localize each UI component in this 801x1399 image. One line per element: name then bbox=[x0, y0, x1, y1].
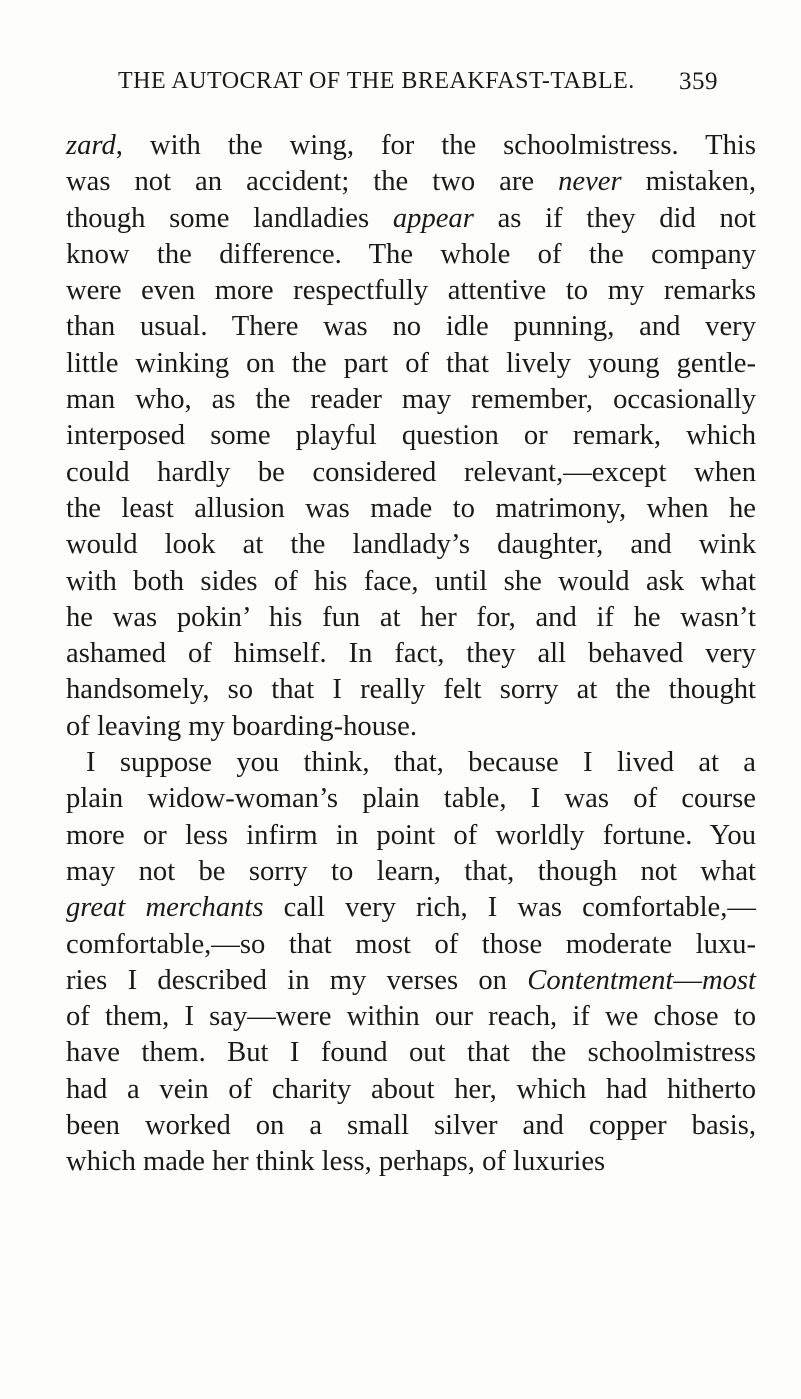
text-line: great merchants call very rich, I was comfortable,— bbox=[66, 892, 756, 924]
text-line: with both sides of his face, until she would ask what bbox=[66, 565, 756, 597]
text-line: of leaving my boarding-house. bbox=[66, 710, 417, 742]
text-line: which made her think less, perhaps, of luxuries bbox=[66, 1146, 606, 1178]
text-line: interposed some playful question or remark, which bbox=[66, 420, 756, 452]
text-line: man who, as the reader may remember, occasionally bbox=[66, 384, 756, 416]
text-line: could hardly be considered relevant,—except when bbox=[66, 456, 756, 488]
text-line: was not an accident; the two are never mistaken, bbox=[66, 166, 757, 198]
text-line: had a vein of charity about her, which had hitherto bbox=[66, 1073, 756, 1105]
text-line: little winking on the part of that lively young gentle- bbox=[66, 347, 756, 379]
page-number: 359 bbox=[679, 68, 718, 95]
text-line: handsomely, so that I really felt sorry at the thought bbox=[66, 674, 756, 706]
text-line: know the difference. The whole of the company bbox=[66, 238, 756, 270]
text-line: of them, I say—were within our reach, if we chose to bbox=[66, 1001, 756, 1033]
text-line: ashamed of himself. In fact, they all behaved very bbox=[66, 638, 756, 670]
text-line: more or less infirm in point of worldly fortune. You bbox=[66, 819, 756, 851]
body-text bbox=[66, 128, 756, 1181]
text-line: plain widow-woman’s plain table, I was of course bbox=[66, 783, 756, 815]
text-line: he was pokin’ his fun at her for, and if he wasn’t bbox=[66, 601, 756, 633]
text-line: though some landladies appear as if they did not bbox=[66, 202, 756, 234]
text-line: the least allusion was made to matrimony, when he bbox=[66, 492, 756, 524]
text-line: zard, with the wing, for the schoolmistress. This bbox=[66, 130, 756, 161]
text-line: have them. But I found out that the schoolmistress bbox=[66, 1037, 756, 1069]
text-line: comfortable,—so that most of those moderate luxu- bbox=[66, 928, 756, 960]
text-line: may not be sorry to learn, that, though not what bbox=[66, 855, 756, 887]
running-header bbox=[118, 68, 718, 95]
text-line: been worked on a small silver and copper basis, bbox=[66, 1110, 756, 1142]
text-line: ries I described in my verses on Contentment—most bbox=[66, 964, 756, 996]
text-line: were even more respectfully attentive to my remarks bbox=[66, 275, 756, 307]
text-line: would look at the landlady’s daughter, and wink bbox=[66, 529, 756, 561]
running-title: THE AUTOCRAT OF THE BREAKFAST-TABLE. bbox=[118, 68, 635, 94]
text-line: I suppose you think, that, because I lived at a bbox=[86, 747, 756, 779]
text-line: than usual. There was no idle punning, and very bbox=[66, 311, 756, 343]
